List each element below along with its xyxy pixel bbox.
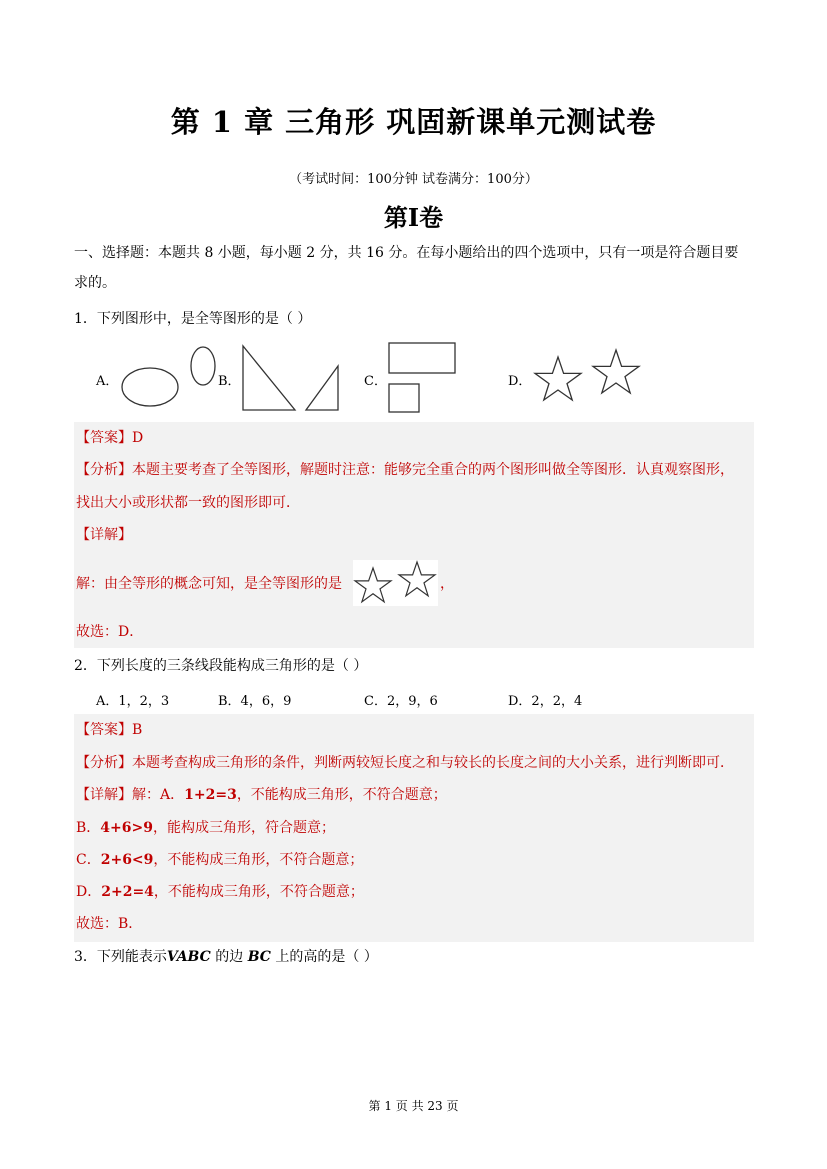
q2-detail-line-d: [76, 882, 364, 902]
q2-rest-c: ，不能构成三角形，不符合题意；: [153, 852, 364, 868]
q2-prefix-d: D．: [76, 884, 102, 900]
q2-detail-line-c: [76, 850, 363, 870]
q2-math-a: 1+2=3: [184, 787, 237, 803]
q2-option-a: A．1，2，3: [96, 694, 170, 709]
q2-rest-d: ，不能构成三角形，不符合题意；: [153, 884, 364, 900]
q1-option-d-figure: [530, 345, 645, 410]
q1-detail-text: 解：由全等形的概念可知，是全等图形的是: [76, 576, 342, 592]
q1-detail-label: 【详解】: [76, 527, 132, 543]
page-title: 第 1 章 三角形 巩固新课单元测试卷: [170, 105, 657, 139]
q2-stem: 2．下列长度的三条线段能构成三角形的是（ ）: [74, 658, 368, 674]
q1-option-b-label: B．: [218, 374, 241, 389]
q3-triangle-symbol: VABC: [166, 949, 211, 965]
q2-math-d: 2+2=4: [101, 884, 154, 900]
q3-stem-post: 上的高的是（ ）: [270, 949, 378, 965]
q1-answer: 【答案】D: [76, 430, 144, 446]
q1-option-b-figure: [240, 344, 350, 414]
q1-option-a-figure: [118, 345, 218, 410]
q2-rest-a: ，不能构成三角形，不符合题意；: [236, 787, 447, 803]
q2-math-b: 4+6>9: [100, 820, 153, 836]
exam-info: （考试时间：100分钟 试卷满分：100分）: [289, 172, 538, 187]
q1-conclusion: 故选：D．: [76, 624, 144, 640]
q2-conclusion: 故选：B．: [76, 916, 143, 932]
q3-stem-pre: 3．下列能表示: [74, 949, 167, 965]
q1-option-d-label: D．: [508, 374, 532, 389]
q2-detail-prefix: 【详解】解：A．: [76, 787, 185, 803]
q1-option-a-label: A．: [96, 374, 119, 389]
q1-analysis-line2: 找出大小或形状都一致的图形即可．: [76, 495, 300, 511]
section-intro-line2: 求的。: [74, 275, 116, 291]
q1-stem: 1．下列图形中，是全等图形的是（ ）: [74, 311, 312, 327]
section-intro-line1: 一、选择题：本题共 8 小题，每小题 2 分，共 16 分。在每小题给出的四个选项中，只有一项是符合题目要: [74, 245, 739, 261]
q3-stem: [74, 947, 378, 967]
q2-option-b: B．4，6，9: [218, 694, 292, 709]
q1-answer-panel: [74, 422, 754, 648]
q1-option-c-label: C．: [364, 374, 387, 389]
q2-prefix-c: C．: [76, 852, 101, 868]
q2-rest-b: ，能构成三角形，符合题意；: [152, 820, 335, 836]
q3-side-symbol: BC: [247, 949, 271, 965]
q2-answer: 【答案】B: [76, 722, 143, 738]
q1-analysis-line1: 【分析】本题主要考查了全等图形，解题时注意：能够完全重合的两个图形叫做全等图形．认真观察图形，: [76, 462, 734, 478]
q1-detail-tail: ，: [440, 576, 454, 592]
q2-detail-line-b: [76, 818, 335, 838]
volume-heading: 第I卷: [383, 203, 444, 232]
q2-option-d: D．2，2，4: [508, 694, 583, 709]
q2-analysis: 【分析】本题考查构成三角形的条件，判断两较短长度之和与较长的长度之间的大小关系，进行判断即可．: [76, 755, 734, 771]
q1-option-c-figure: [386, 341, 461, 416]
page-number: 第 1 页 共 23 页: [368, 1099, 459, 1113]
q2-math-c: 2+6<9: [100, 852, 154, 868]
q3-stem-mid: 的边: [210, 949, 248, 965]
q2-detail-line-a: [76, 785, 447, 805]
q1-detail-stars-figure: [353, 560, 438, 606]
q2-prefix-b: B．: [76, 820, 101, 836]
q2-option-c: C．2，9，6: [364, 694, 438, 709]
